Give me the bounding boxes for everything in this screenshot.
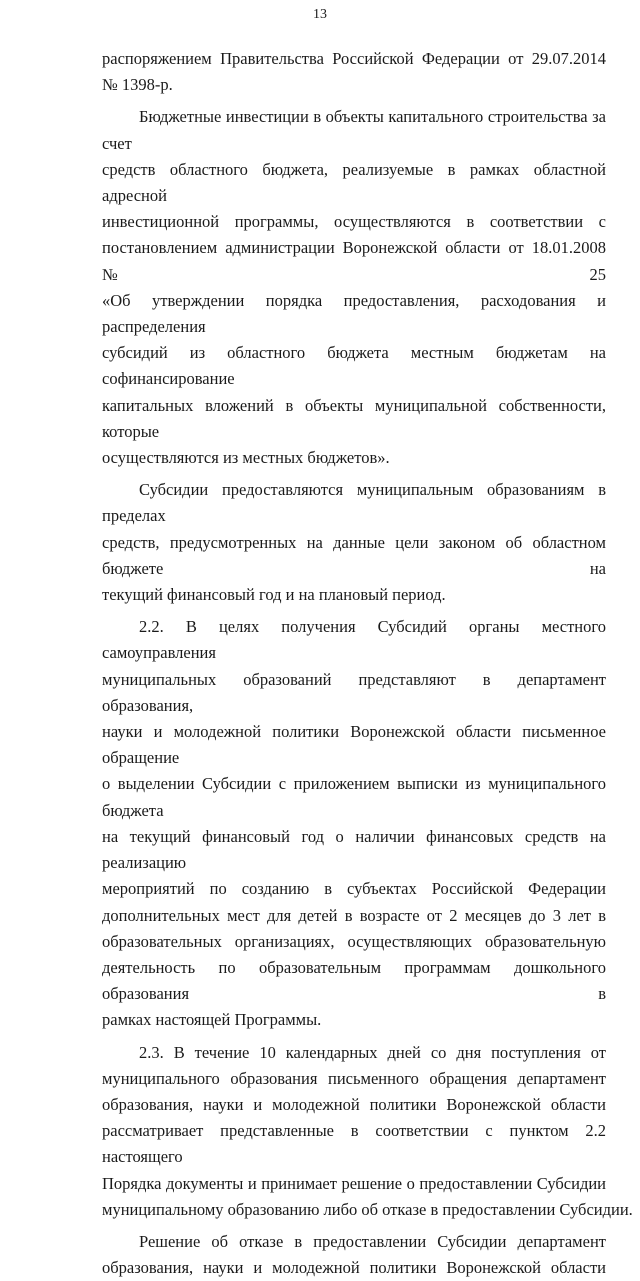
text-line: 2.2. В целях получения Субсидий органы местного самоуправления <box>102 617 606 663</box>
text-line: Субсидии предоставляются муниципальным образованиям в пределах <box>102 480 606 526</box>
paragraph-refusal-decision <box>102 1229 606 1281</box>
text-line: Порядка документы и принимает решение о предоставлении Субсидии <box>102 1173 606 1193</box>
text-line: рассматривает представленные в соответствии с пунктом 2.2 настоящего <box>102 1121 606 1167</box>
text-line: муниципальному образованию либо об отказе в предоставлении Субсидии. <box>102 1199 633 1219</box>
text-line: образования, науки и молодежной политики Воронежской области <box>102 1094 606 1114</box>
text-line: муниципальных образований представляют в департамент образования, <box>102 669 606 715</box>
paragraph-subsidies-limits <box>102 477 606 608</box>
text-line: образовательных организациях, осуществляющих образовательную <box>102 931 606 951</box>
paragraph-budget-investments <box>102 104 606 471</box>
text-line: субсидий из областного бюджета местным бюджетам на софинансирование <box>102 343 606 389</box>
text-line: Бюджетные инвестиции в объекты капитального строительства за счет <box>102 107 606 153</box>
text-line: на текущий финансовый год о наличии финансовых средств на реализацию <box>102 826 606 873</box>
text-line: науки и молодежной политики Воронежской области письменное обращение <box>102 722 606 768</box>
text-line: 2.3. В течение 10 календарных дней со дня поступления от <box>139 1042 606 1062</box>
paragraph-section-2-3 <box>102 1040 633 1223</box>
text-line: капитальных вложений в объекты муниципальной собственности, которые <box>102 395 606 441</box>
text-line: деятельность по образовательным программам дошкольного образования в <box>102 957 606 1004</box>
text-line: средств, предусмотренных на данные цели законом об областном бюджете на <box>102 532 606 578</box>
text-line: образования, науки и молодежной политики Воронежской области <box>102 1258 606 1278</box>
document-body <box>102 46 633 1281</box>
text-line: Решение об отказе в предоставлении Субсидии департамент <box>139 1231 606 1251</box>
paragraph-section-2-2 <box>102 614 606 1033</box>
text-line: осуществляются из местных бюджетов». <box>102 448 390 468</box>
text-line: рамках настоящей Программы. <box>102 1010 322 1030</box>
text-line: «Об утверждении порядка предоставления, расходования и распределения <box>102 290 606 337</box>
text-line: распоряжением Правительства Российской Федерации от 29.07.2014 <box>102 49 606 68</box>
text-line: № 1398-р. <box>102 75 173 95</box>
text-line: текущий финансовый год и на плановый период. <box>102 585 446 605</box>
text-line: муниципального образования письменного обращения департамент <box>102 1068 606 1088</box>
text-line: средств областного бюджета, реализуемые в рамках областной адресной <box>102 159 606 206</box>
text-line: мероприятий по созданию в субъектах Российской Федерации <box>102 879 606 899</box>
page-number: 13 <box>313 7 327 22</box>
paragraph-order-reference <box>102 46 606 98</box>
text-line: дополнительных мест для детей в возрасте от 2 месяцев до 3 лет в <box>102 905 606 925</box>
text-line: о выделении Субсидии с приложением выписки из муниципального бюджета <box>102 774 606 820</box>
text-line: инвестиционной программы, осуществляются в соответствии с <box>102 212 606 232</box>
text-line: постановлением администрации Воронежской области от 18.01.2008 № 25 <box>102 238 606 284</box>
